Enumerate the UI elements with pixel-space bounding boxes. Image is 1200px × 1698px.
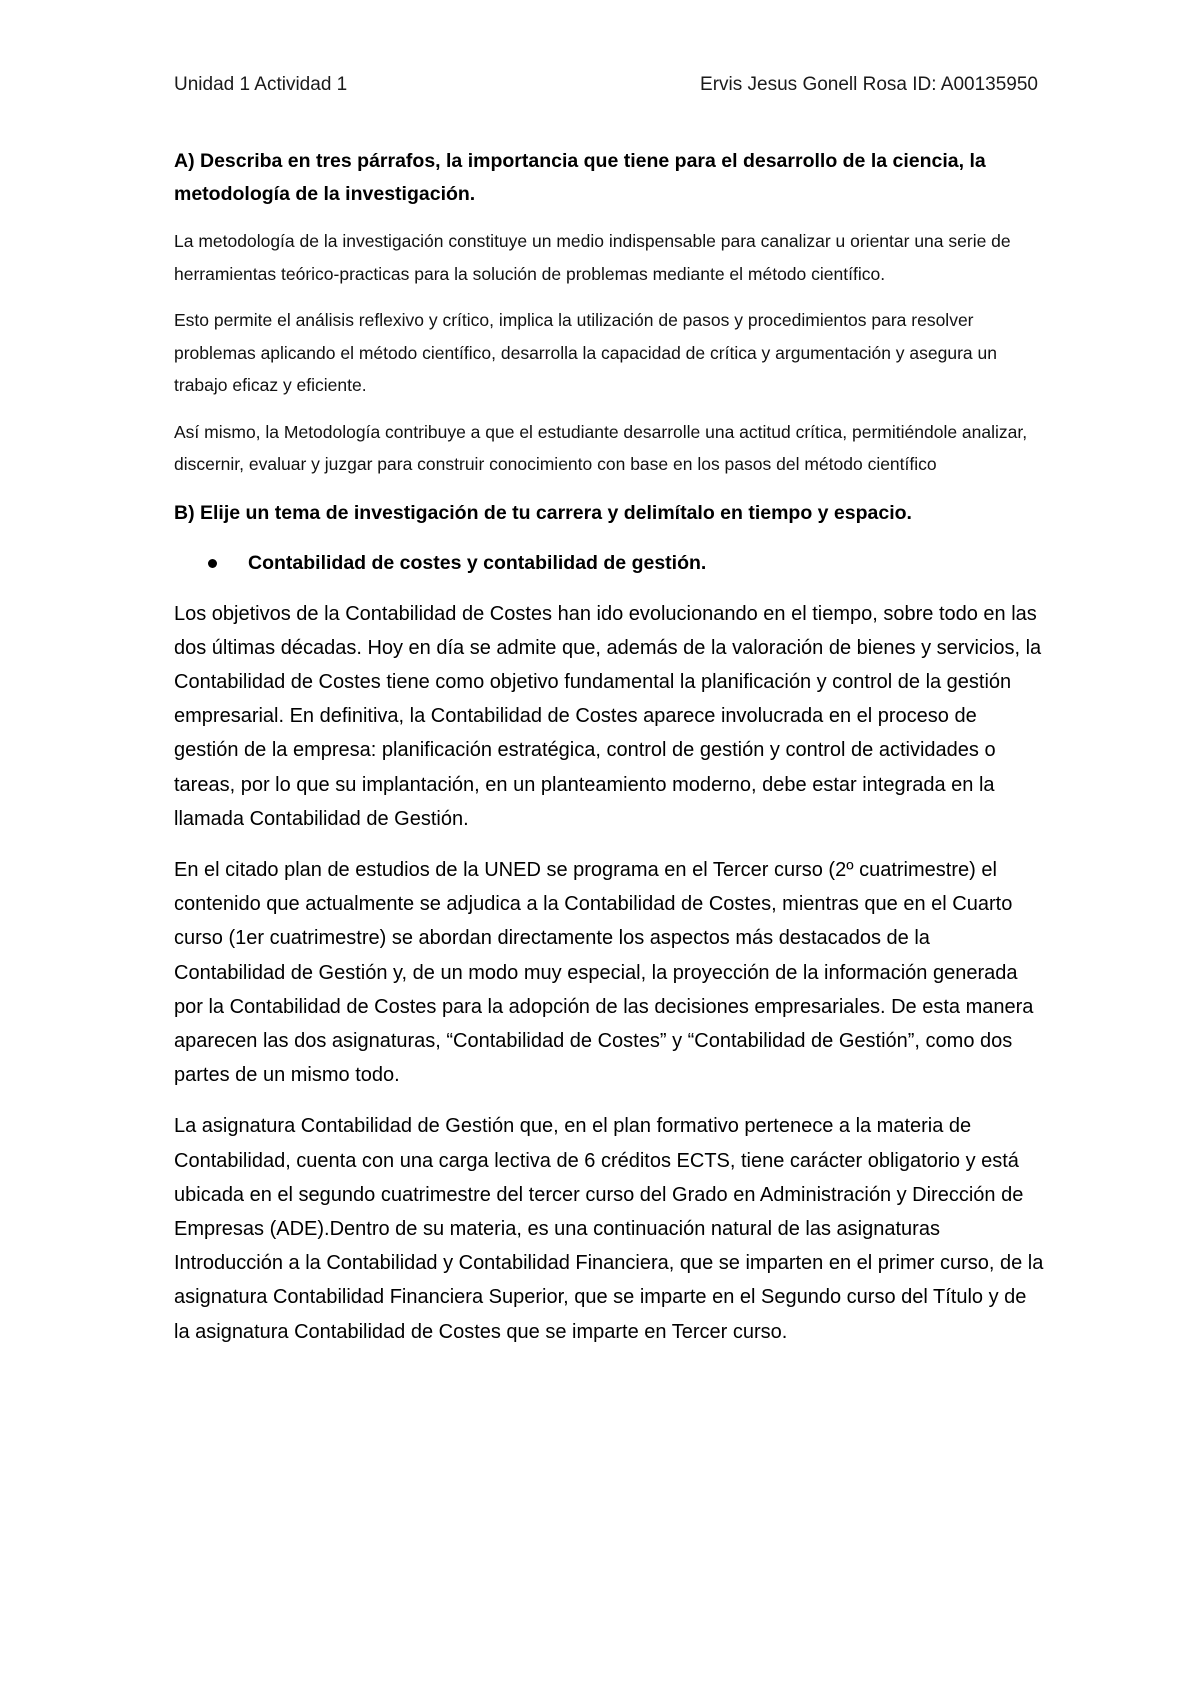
answer-b-paragraph-3: La asignatura Contabilidad de Gestión que, en el plan formativo pertenece a la materia de Contabilidad, cuenta con una carga lectiva de 6 créditos ECTS, tiene carácter obligatorio y está ubicada en el segundo cuatrimestre del tercer curso del Grado en Administración y Dirección de Empresas (ADE).Dentro de su materia, es una continuación natural de las asignaturas Introducción a la Contabilidad y Contabilidad Financiera, que se imparten en el primer curso, de la asignatura Contabilidad Financiera Superior, que se imparte en el Segundo curso del Título y de la asignatura Contabilidad de Costes que se imparte en Tercer curso. [174,1115,1044,1343]
question-a-heading: A) Describa en tres párrafos, la importancia que tiene para el desarrollo de la ciencia, la metodología de la investigación. [174,150,986,205]
bullet-icon [208,559,217,568]
answer-a-paragraph-3: Así mismo, la Metodología contribuye a que el estudiante desarrolle una actitud crítica, permitiéndole analizar, discernir, evaluar y juzgar para construir conocimiento con base en los pasos del método científico [174,421,1028,474]
header-author-id: Ervis Jesus Gonell Rosa ID: A00135950 [700,74,1038,95]
answer-b-paragraph-2: En el citado plan de estudios de la UNED se programa en el Tercer curso (2º cuatrimestre) el contenido que actualmente se adjudica a la Contabilidad de Costes, mientras que en el Cuarto curso (1er cuatrimestre) se abordan directamente los aspectos más destacados de la Contabilidad de Gestión y, de un modo muy especial, la proyección de la información generada por la Contabilidad de Costes para la adopción de las decisiones empresariales. De esta manera aparecen las dos asignaturas, “Contabilidad de Costes” y “Contabilidad de Gestión”, como dos partes de un mismo todo. [174,858,1034,1087]
answer-a-paragraph-1: La metodología de la investigación constituye un medio indispensable para canalizar u orientar una serie de herramientas teórico-practicas para la solución de problemas mediante el método científico. [174,231,1011,284]
answer-b-paragraph-1: Los objetivos de la Contabilidad de Costes han ido evolucionando en el tiempo, sobre todo en las dos últimas décadas. Hoy en día se admite que, además de la valoración de bienes y servicios, la Contabilidad de Costes tiene como objetivo fundamental la planificación y control de la gestión empresarial. En definitiva, la Contabilidad de Costes aparece involucrada en el proceso de gestión de la empresa: planificación estratégica, control de gestión y control de actividades o tareas, por lo que su implantación, en un planteamiento moderno, debe estar integrada en la llamada Contabilidad de Gestión. [174,602,1042,830]
page-header [174,74,1038,96]
header-activity-title: Unidad 1 Actividad 1 [174,74,348,95]
topic-bullet-item [174,547,1044,580]
topic-bullet-text: Contabilidad de costes y contabilidad de gestión. [248,551,707,574]
question-b-heading: B) Elije un tema de investigación de tu carrera y delimítalo en tiempo y espacio. [174,501,912,524]
answer-a-paragraph-2: Esto permite el análisis reflexivo y crítico, implica la utilización de pasos y procedimientos para resolver problemas aplicando el método científico, desarrolla la capacidad de crítica y argumentación y asegura un trabajo eficaz y eficiente. [174,310,997,395]
document-body [174,145,1044,1349]
